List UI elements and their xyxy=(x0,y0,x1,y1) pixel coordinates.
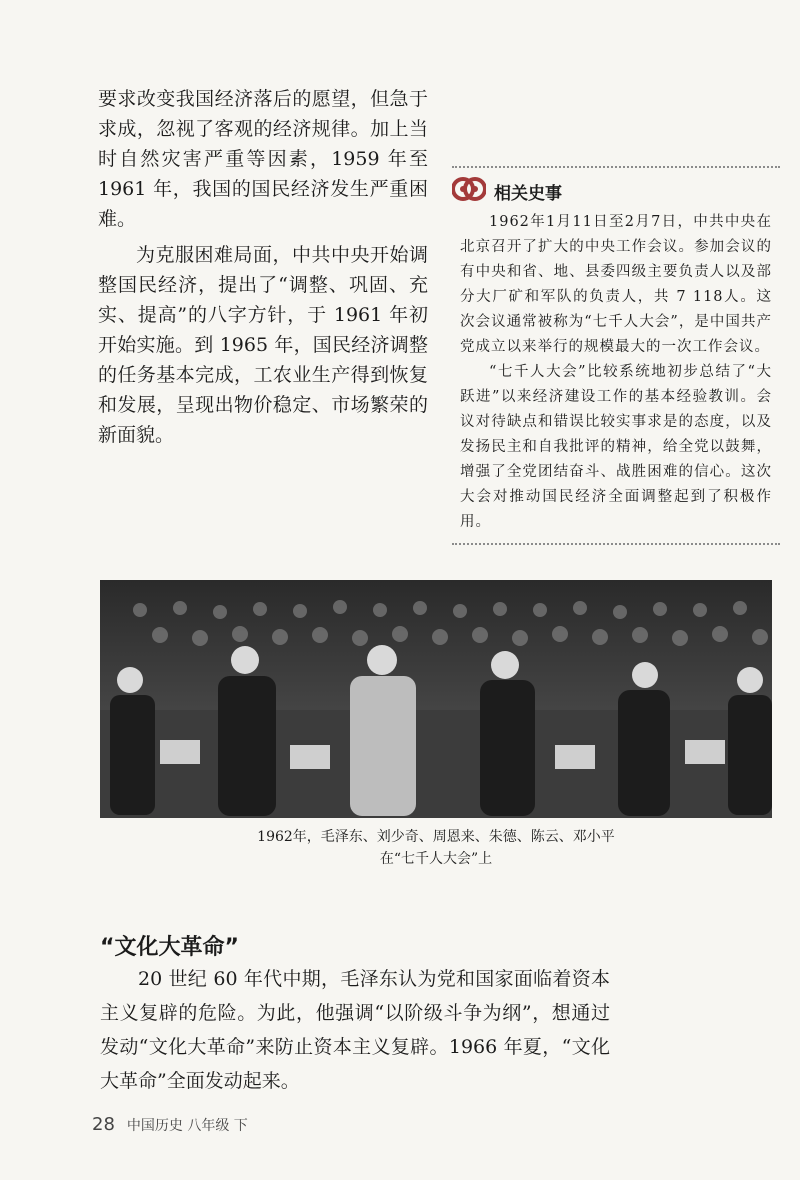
photo-caption xyxy=(100,826,772,870)
historical-photo xyxy=(100,580,772,818)
book-title: 中国历史 八年级 下 xyxy=(126,1118,248,1134)
left-paragraph-1: 要求改变我国经济落后的愿望，但急于求成，忽视了客观的经济规律。加上当时自然灾害严重等因素，1959 年至 1961 年，我国的国民经济发生严重困难。 xyxy=(98,88,428,230)
caption-line-1: 1962年，毛泽东、刘少奇、周恩来、朱德、陈云、邓小平 xyxy=(257,829,615,845)
sidebar-paragraph-1: 1962年1月11日至2月7日，中共中央在北京召开了扩大的中央工作会议。参加会议的有中央和省、地、县委四级主要负责人以及部分大厂矿和军队的负责人，共 7 118人。这次会议通常被称为“七千人大会”，是中国共产党成立以来举行的规模最大的一次工作会议。 xyxy=(460,214,772,355)
sidebar-title: 相关史事 xyxy=(494,183,562,204)
section-body xyxy=(100,962,610,1098)
sidebar-body xyxy=(452,208,780,535)
related-history-sidebar xyxy=(452,166,780,545)
page-number: 28 xyxy=(92,1114,115,1135)
caption-line-2: 在“七千人大会”上 xyxy=(379,851,493,867)
sidebar-paragraph-2: “七千人大会”比较系统地初步总结了“大跃进”以来经济建设工作的基本经验教训。会议对待缺点和错误比较实事求是的态度，以及发扬民主和自我批评的精神，给全党以鼓舞，增强了全党团结奋斗、战胜困难的信心。这次大会对推动国民经济全面调整起到了积极作用。 xyxy=(460,364,772,530)
section-title: “文化大革命” xyxy=(100,935,239,960)
page-footer xyxy=(92,1114,248,1135)
left-column xyxy=(98,84,428,450)
sidebar-top-divider xyxy=(452,166,780,168)
sidebar-bottom-divider xyxy=(452,543,780,545)
left-paragraph-2: 为克服困难局面，中共中央开始调整国民经济，提出了“调整、巩固、充实、提高”的八字方针，于 1961 年初开始实施。到 1965 年，国民经济调整的任务基本完成，工农业生产得到恢复和发展，呈现出物价稳定、市场繁荣的新面貌。 xyxy=(98,244,428,446)
sidebar-header xyxy=(452,174,780,208)
swirl-logo-icon xyxy=(452,174,486,208)
section-paragraph: 20 世纪 60 年代中期，毛泽东认为党和国家面临着资本主义复辟的危险。为此，他强调“以阶级斗争为纲”，想通过发动“文化大革命”来防止资本主义复辟。1966 年夏，“文化大革命”全面发动起来。 xyxy=(100,968,610,1092)
